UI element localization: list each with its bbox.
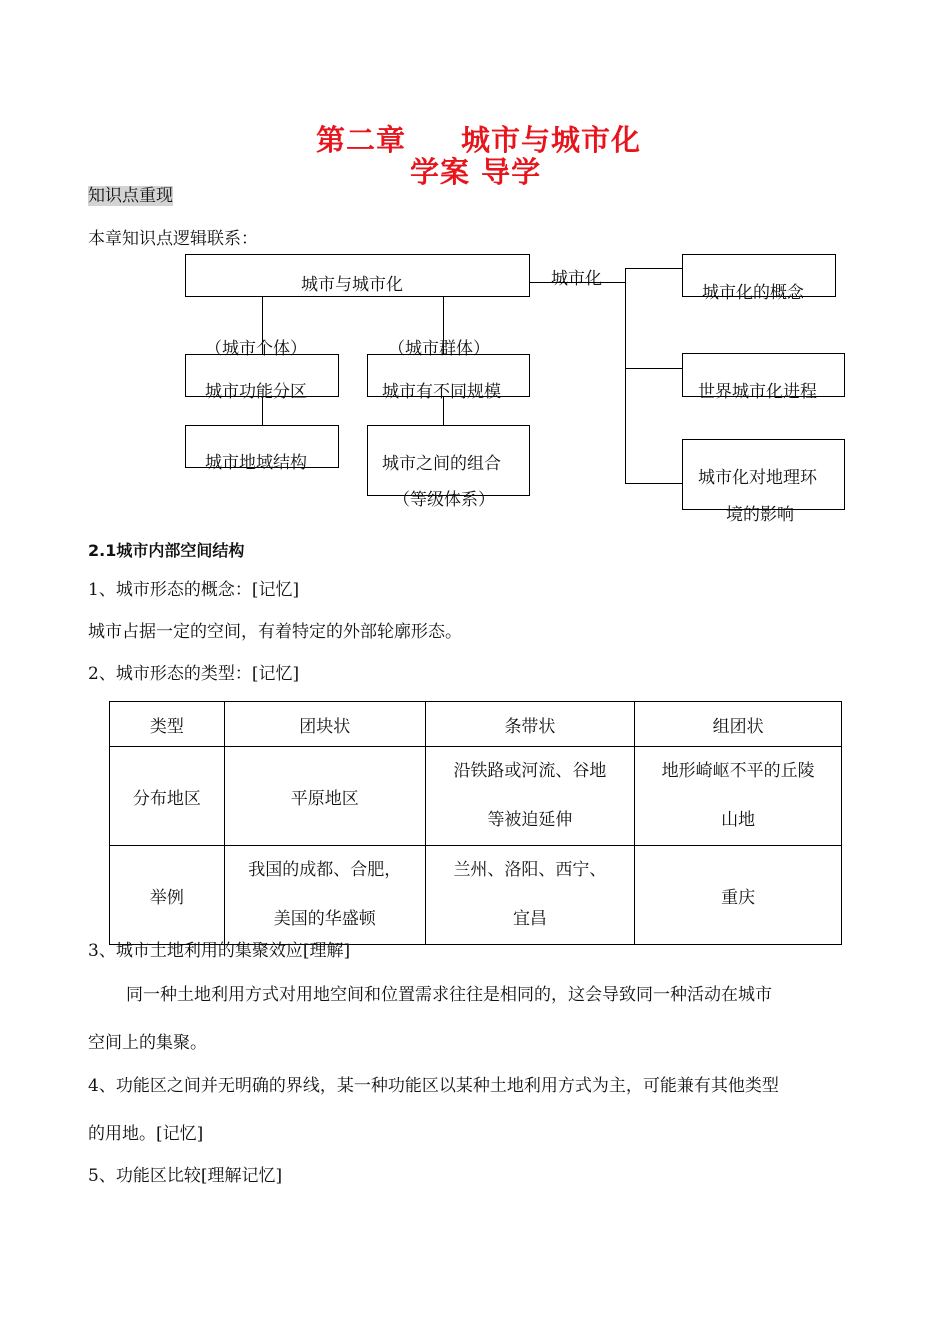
item4-text-2: 的用地。[记忆] (88, 1124, 204, 1144)
table-row (110, 846, 842, 945)
title-part2: 城市与城市化 (461, 123, 642, 157)
table-row (110, 747, 842, 846)
individual-label: （城市个体） (205, 339, 307, 359)
cell-line: 山地 (721, 810, 756, 830)
impact-label-2: 境的影响 (726, 505, 794, 525)
title-part1: 第二章 (316, 123, 407, 157)
different-scale-label: 城市有不同规模 (382, 382, 501, 402)
city-form-table (109, 701, 842, 945)
group-label: （城市群体） (388, 339, 490, 359)
item3-title: 3、城市土地利用的集聚效应[理解] (88, 941, 351, 961)
table-cell (224, 846, 425, 945)
item1-text: 城市占据一定的空间，有着特定的外部轮廓形态。 (88, 622, 462, 642)
connector (530, 282, 626, 283)
table-cell: 平原地区 (224, 747, 425, 846)
table-header: 类型 (110, 702, 225, 747)
title-line2: 学案 导学 (410, 155, 542, 189)
cell-line: 沿铁路或河流、谷地 (453, 761, 607, 781)
item1-title: 1、城市形态的概念：[记忆] (88, 580, 300, 600)
item2-title: 2、城市形态的类型：[记忆] (88, 664, 300, 684)
table-cell (425, 846, 635, 945)
cell-line: 地形崎岖不平的丘陵 (661, 761, 815, 781)
cell-line: 美国的华盛顿 (273, 909, 376, 929)
cell-line: 宜昌 (512, 909, 547, 929)
concept-label: 城市化的概念 (702, 283, 804, 303)
combination-label: 城市之间的组合 (382, 454, 501, 474)
table-row (110, 702, 842, 747)
table-cell (425, 747, 635, 846)
connector (443, 397, 444, 425)
table-header: 团块状 (224, 702, 425, 747)
item4-text-1: 4、功能区之间并无明确的界线，某一种功能区以某种土地利用方式为主，可能兼有其他类型 (88, 1076, 779, 1096)
connector (262, 397, 263, 425)
cell-line: 等被迫延伸 (487, 810, 573, 830)
functional-zones-label: 城市功能分区 (205, 382, 307, 402)
connector (625, 268, 682, 269)
logic-intro: 本章知识点逻辑联系： (88, 229, 258, 249)
table-cell (635, 747, 842, 846)
table-header: 条带状 (425, 702, 635, 747)
connector (625, 268, 626, 483)
item3-text-1: 同一种土地利用方式对用地空间和位置需求往往是相同的，这会导致同一种活动在城市 (126, 985, 772, 1005)
root-label: 城市与城市化 (301, 275, 403, 295)
table-cell: 重庆 (635, 846, 842, 945)
impact-label-1: 城市化对地理环 (698, 468, 817, 488)
world-process-label: 世界城市化进程 (698, 382, 817, 402)
cell-line: 兰州、洛阳、西宁、 (453, 860, 607, 880)
connector (625, 368, 682, 369)
hierarchy-label: （等级体系） (393, 490, 495, 510)
section-heading: 2.1城市内部空间结构 (88, 541, 245, 560)
cell-line: 我国的成都、合肥， (248, 860, 402, 880)
table-header: 组团状 (635, 702, 842, 747)
connector (625, 483, 682, 484)
urbanization-label: 城市化 (551, 269, 602, 289)
item5-title: 5、功能区比较[理解记忆] (88, 1166, 283, 1186)
table-cell: 举例 (110, 846, 225, 945)
regional-structure-label: 城市地域结构 (205, 453, 307, 473)
section-label: 知识点重现 (88, 186, 173, 206)
item3-text-2: 空间上的集聚。 (88, 1033, 207, 1053)
table-cell: 分布地区 (110, 747, 225, 846)
